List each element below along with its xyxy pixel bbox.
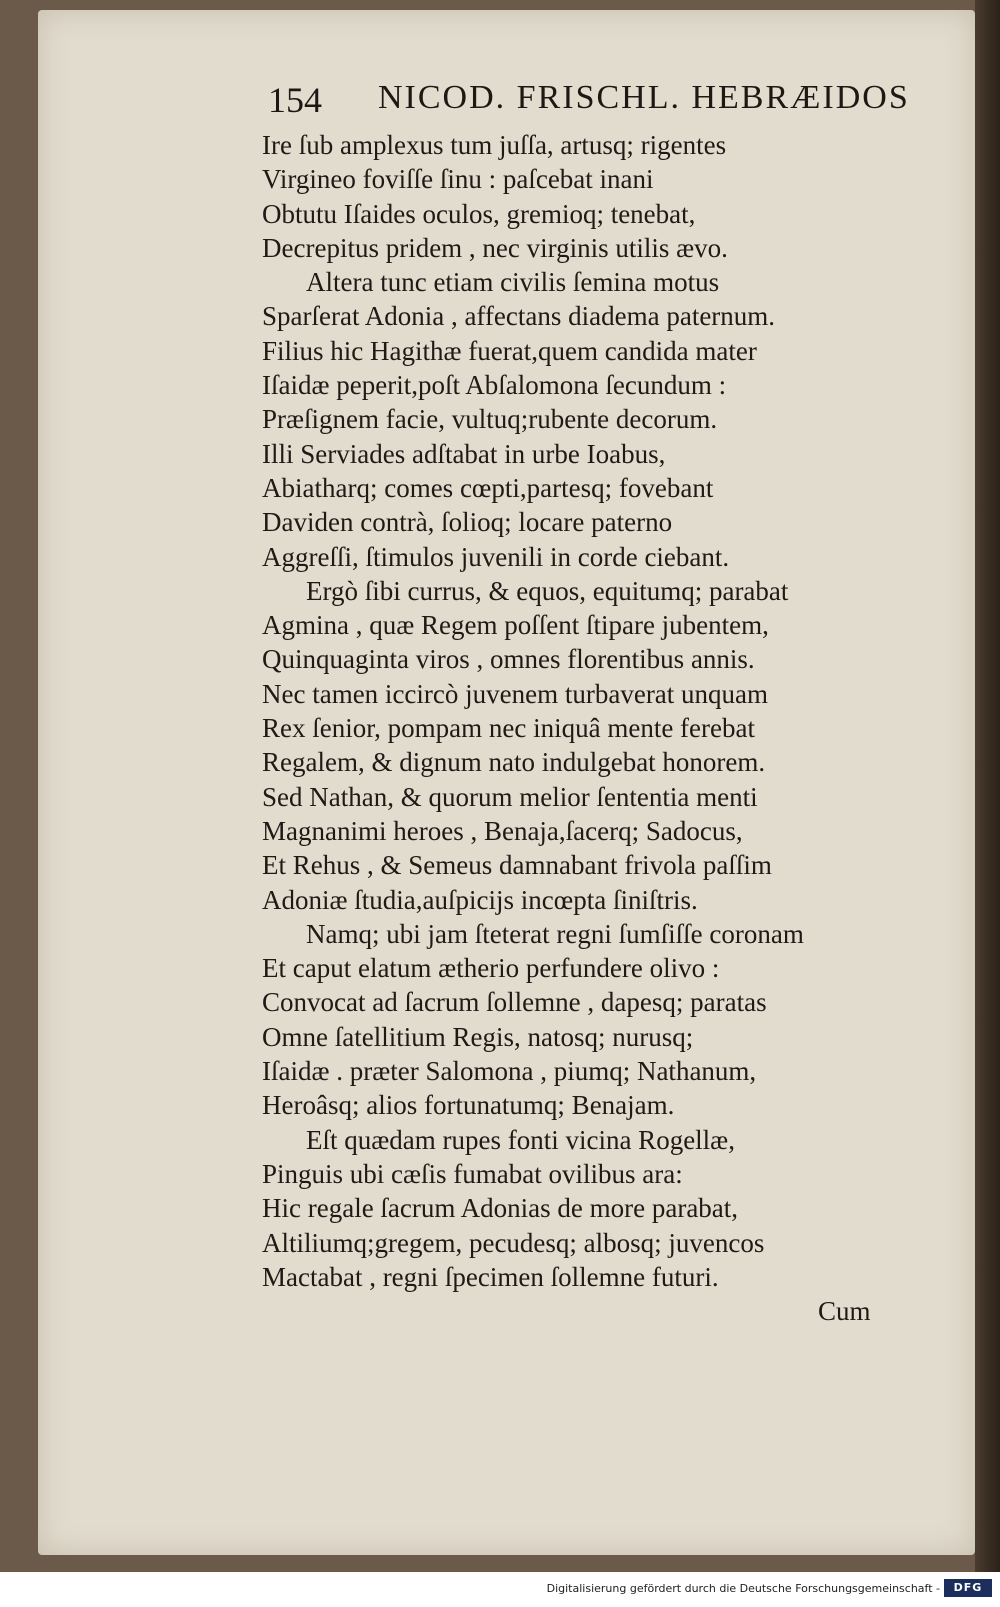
verse-line: Quinquaginta viros , omnes florentibus annis. — [262, 644, 755, 675]
verse-line: Daviden contrà, ſolioq; locare paterno — [262, 507, 673, 538]
verse-line: Iſaidæ . præter Salomona , piumq; Nathanum, — [262, 1056, 757, 1087]
verse-line: Convocat ad ſacrum ſollemne , dapesq; paratas — [262, 987, 767, 1018]
verse-line: Sparſerat Adonia , affectans diadema paternum. — [262, 301, 776, 332]
verse-line: Virgineo foviſſe ſinu : paſcebat inani — [262, 164, 654, 195]
verse-line: Agmina , quæ Regem poſſent ſtipare jubentem, — [262, 610, 769, 641]
verse-line: Adoniæ ſtudia,auſpicijs incœpta ſiniſtris. — [262, 884, 698, 915]
verse-text — [262, 128, 902, 1294]
footer-bar — [0, 1574, 1000, 1607]
verse-line: Magnanimi heroes , Benaja,ſacerq; Sadocus, — [262, 815, 743, 846]
funding-credit: Digitalisierung gefördert durch die Deutsche Forschungsgemeinschaft - — [546, 1582, 940, 1595]
verse-line: Pinguis ubi cæſis fumabat ovilibus ara: — [262, 1158, 683, 1189]
verse-line: Præſignem facie, vultuq;rubente decorum. — [262, 404, 718, 435]
book-edge — [975, 0, 1000, 1572]
verse-line: Nec tamen iccircò juvenem turbaverat unquam — [262, 678, 769, 709]
verse-line: Rex ſenior, pompam nec iniquâ mente ferebat — [262, 713, 755, 744]
verse-line: Sed Nathan, & quorum melior ſententia menti — [262, 781, 758, 812]
catchword: Cum — [818, 1296, 871, 1326]
verse-line: Et caput elatum ætherio perfundere olivo : — [262, 953, 720, 984]
verse-line: Hic regale ſacrum Adonias de more parabat, — [262, 1193, 739, 1224]
verse-line: Altiliumq;gregem, pecudesq; albosq; juvencos — [262, 1227, 765, 1258]
page-number: 154 — [268, 80, 322, 120]
verse-line: Heroâsq; alios fortunatumq; Benajam. — [262, 1090, 675, 1121]
verse-line: Decrepitus pridem , nec virginis utilis ævo. — [262, 232, 728, 263]
verse-line: Et Rehus , & Semeus damnabant frivola paſſim — [262, 850, 772, 881]
running-title: NICOD. FRISCHL. HEBRÆIDOS — [378, 79, 910, 116]
verse-line: Aggreſſi, ſtimulos juvenili in corde ciebant. — [262, 541, 730, 572]
dfg-logo: DFG — [944, 1579, 992, 1597]
verse-line: Eſt quædam rupes fonti vicina Rogellæ, — [306, 1124, 735, 1155]
verse-line: Altera tunc etiam civilis ſemina motus — [306, 267, 720, 298]
verse-line: Mactabat , regni ſpecimen ſollemne futuri. — [262, 1261, 719, 1292]
verse-line: Namq; ubi jam ſteterat regni ſumſiſſe coronam — [306, 918, 804, 949]
verse-line: Obtutu Iſaides oculos, gremioq; tenebat, — [262, 198, 696, 229]
verse-line: Filius hic Hagithæ fuerat,quem candida mater — [262, 335, 757, 366]
page-header — [268, 75, 908, 125]
verse-line: Abiatharq; comes cœpti,partesq; fovebant — [262, 472, 714, 503]
verse-line: Illi Serviades adſtabat in urbe Ioabus, — [262, 438, 666, 469]
verse-line: Ire ſub amplexus tum juſſa, artusq; rigentes — [262, 130, 727, 160]
verse-line: Regalem, & dignum nato indulgebat honorem. — [262, 747, 766, 778]
verse-line: Ergò ſibi currus, & equos, equitumq; parabat — [306, 575, 789, 606]
verse-line: Iſaidæ peperit,poſt Abſalomona ſecundum : — [262, 370, 727, 401]
verse-line: Omne ſatellitium Regis, natosq; nurusq; — [262, 1021, 694, 1052]
